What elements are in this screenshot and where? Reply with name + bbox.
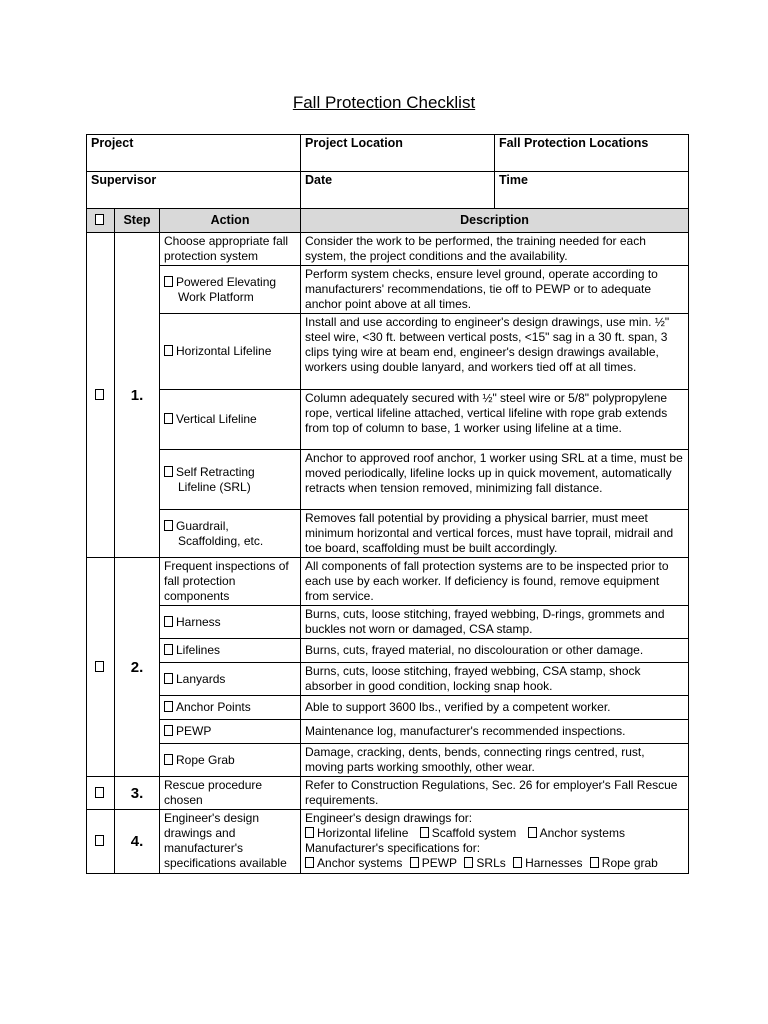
- design-drawings-label: Engineer's design drawings for:: [305, 811, 473, 825]
- checkbox-icon[interactable]: [528, 827, 537, 838]
- column-header-row: [87, 209, 689, 233]
- action-label: Guardrail,: [176, 518, 229, 533]
- description-cell: Column adequately secured with ½" steel wire or 5/8" polypropylene rope, vertical lifeline attached, vertical lifeline with rope grab extends from top of column to base, 1 worker using lifeline at a time.: [301, 390, 689, 450]
- checkbox-icon: [95, 787, 104, 798]
- action-label: Vertical Lifeline: [176, 412, 257, 426]
- checkbox-icon[interactable]: [305, 827, 314, 838]
- fall-protection-locations-field[interactable]: Fall Protection Locations: [495, 135, 689, 172]
- description-cell: Perform system checks, ensure level ground, operate according to manufacturers' recommendations, tie off to PEWP or to adequate anchor point above at all times.: [301, 266, 689, 314]
- description-cell: Removes fall potential by providing a physical barrier, must meet minimum horizontal and vertical forces, must have toprail, midrail and toe board, scaffolding must be built accordingly.: [301, 510, 689, 558]
- description-cell: Able to support 3600 lbs., verified by a competent worker.: [301, 696, 689, 720]
- action-label: Powered Elevating: [176, 274, 277, 289]
- action-label-continued: Lifeline (SRL): [178, 479, 251, 494]
- action-label: Lanyards: [176, 671, 226, 686]
- description-cell: Burns, cuts, frayed material, no discolouration or other damage.: [301, 639, 689, 663]
- checkbox-icon: [95, 214, 104, 225]
- table-row: [87, 233, 689, 266]
- description-cell: Burns, cuts, loose stitching, frayed webbing, D-rings, grommets and buckles not worn or damaged, CSA stamp.: [301, 606, 689, 639]
- action-cell: [160, 639, 301, 663]
- table-row: [87, 777, 689, 810]
- checkbox-icon[interactable]: [164, 754, 173, 765]
- document-title: Fall Protection Checklist: [292, 93, 476, 112]
- check-column-header: [87, 209, 115, 233]
- description-cell: All components of fall protection systems are to be inspected prior to each use by each worker. If deficiency is found, remove equipment from service.: [301, 558, 689, 606]
- project-location-field[interactable]: Project Location: [301, 135, 495, 172]
- action-cell: [160, 696, 301, 720]
- option-anchor-systems[interactable]: Anchor systems: [528, 826, 625, 840]
- step-2-checkbox[interactable]: [87, 558, 115, 777]
- step-3-checkbox[interactable]: [87, 777, 115, 810]
- checkbox-icon[interactable]: [410, 857, 419, 868]
- option-spec-harnesses[interactable]: Harnesses: [513, 856, 582, 870]
- checkbox-icon[interactable]: [164, 673, 173, 684]
- checklist-table: [86, 134, 689, 874]
- checkbox-icon[interactable]: [464, 857, 473, 868]
- date-field[interactable]: Date: [301, 172, 495, 209]
- action-cell: [160, 663, 301, 696]
- table-row: [87, 696, 689, 720]
- description-cell: Damage, cracking, dents, bends, connecting rings centred, rust, moving parts working smoothly, other wear.: [301, 744, 689, 777]
- action-cell: [160, 720, 301, 744]
- project-field[interactable]: Project: [87, 135, 301, 172]
- checkbox-icon[interactable]: [513, 857, 522, 868]
- description-cell: [301, 810, 689, 874]
- checkbox-icon: [95, 835, 104, 846]
- table-row: [87, 663, 689, 696]
- action-label: Anchor Points: [176, 700, 251, 714]
- time-field[interactable]: Time: [495, 172, 689, 209]
- checkbox-icon[interactable]: [164, 701, 173, 712]
- supervisor-row: [87, 172, 689, 209]
- table-row: [87, 810, 689, 874]
- action-cell: [160, 314, 301, 390]
- action-label-continued: Scaffolding, etc.: [178, 533, 264, 548]
- description-column-header: Description: [301, 209, 689, 233]
- checkbox-icon[interactable]: [164, 413, 173, 424]
- table-row: [87, 720, 689, 744]
- action-cell: [160, 744, 301, 777]
- option-spec-rope-grab[interactable]: Rope grab: [590, 856, 658, 870]
- description-cell: Refer to Construction Regulations, Sec. 26 for employer's Fall Rescue requirements.: [301, 777, 689, 810]
- design-options: [305, 826, 684, 841]
- checkbox-icon[interactable]: [164, 644, 173, 655]
- supervisor-field[interactable]: Supervisor: [87, 172, 301, 209]
- action-label-continued: Work Platform: [178, 289, 254, 304]
- specifications-label: Manufacturer's specifications for:: [305, 841, 481, 855]
- description-cell: Anchor to approved roof anchor, 1 worker using SRL at a time, must be moved periodically, lifeline locks up in quick movement, automatically retracts when tension removed, minimizing fall distance.: [301, 450, 689, 510]
- checkbox-icon: [95, 661, 104, 672]
- action-label: PEWP: [176, 724, 212, 738]
- description-cell: Burns, cuts, loose stitching, frayed webbing, CSA stamp, shock absorber in good condition, locking snap hook.: [301, 663, 689, 696]
- option-spec-pewp[interactable]: PEWP: [410, 856, 457, 870]
- action-cell: Frequent inspections of fall protection components: [160, 558, 301, 606]
- checkbox-icon[interactable]: [590, 857, 599, 868]
- checkbox-icon: [95, 389, 104, 400]
- checkbox-icon[interactable]: [420, 827, 429, 838]
- checkbox-icon[interactable]: [305, 857, 314, 868]
- option-spec-srls[interactable]: SRLs: [464, 856, 505, 870]
- option-spec-anchor-systems[interactable]: Anchor systems: [305, 856, 402, 870]
- action-column-header: Action: [160, 209, 301, 233]
- table-row: [87, 266, 689, 314]
- step-number: 2.: [115, 558, 160, 777]
- action-label: Horizontal Lifeline: [176, 344, 272, 358]
- step-number: 1.: [115, 233, 160, 558]
- table-row: [87, 390, 689, 450]
- action-cell: [160, 510, 301, 558]
- table-row: [87, 314, 689, 390]
- table-row: [87, 639, 689, 663]
- checkbox-icon[interactable]: [164, 520, 173, 531]
- step-number: 4.: [115, 810, 160, 874]
- option-scaffold-system[interactable]: Scaffold system: [420, 826, 516, 840]
- description-cell: Maintenance log, manufacturer's recommended inspections.: [301, 720, 689, 744]
- action-cell: Engineer's design drawings and manufacturer's specifications available: [160, 810, 301, 874]
- step-column-header: Step: [115, 209, 160, 233]
- table-row: [87, 558, 689, 606]
- checkbox-icon[interactable]: [164, 276, 173, 287]
- description-cell: Consider the work to be performed, the training needed for each system, the project conditions and the availability.: [301, 233, 689, 266]
- action-cell: [160, 606, 301, 639]
- checkbox-icon[interactable]: [164, 466, 173, 477]
- table-row: [87, 450, 689, 510]
- action-label: Rope Grab: [176, 752, 235, 767]
- step-4-checkbox[interactable]: [87, 810, 115, 874]
- checkbox-icon[interactable]: [164, 616, 173, 627]
- action-cell: Rescue procedure chosen: [160, 777, 301, 810]
- action-cell: [160, 266, 301, 314]
- table-row: [87, 744, 689, 777]
- checkbox-icon[interactable]: [164, 345, 173, 356]
- table-row: [87, 606, 689, 639]
- action-label: Harness: [176, 614, 221, 629]
- table-row: [87, 510, 689, 558]
- action-cell: [160, 390, 301, 450]
- step-1-checkbox[interactable]: [87, 233, 115, 558]
- option-horizontal-lifeline[interactable]: Horizontal lifeline: [305, 826, 408, 840]
- description-cell: Install and use according to engineer's design drawings, use min. ½" steel wire, <30 ft. between vertical posts, <15" sag in a 30 ft. span, 3 clips tying wire at beam end, engineer's design drawings available, workers using double lanyard, and workers tied off at all times.: [301, 314, 689, 390]
- checkbox-icon[interactable]: [164, 725, 173, 736]
- step-number: 3.: [115, 777, 160, 810]
- project-row: [87, 135, 689, 172]
- action-cell: [160, 450, 301, 510]
- action-label: Lifelines: [176, 643, 221, 657]
- spec-options: [305, 856, 684, 871]
- action-cell: Choose appropriate fall protection system: [160, 233, 301, 266]
- action-label: Self Retracting: [176, 464, 255, 479]
